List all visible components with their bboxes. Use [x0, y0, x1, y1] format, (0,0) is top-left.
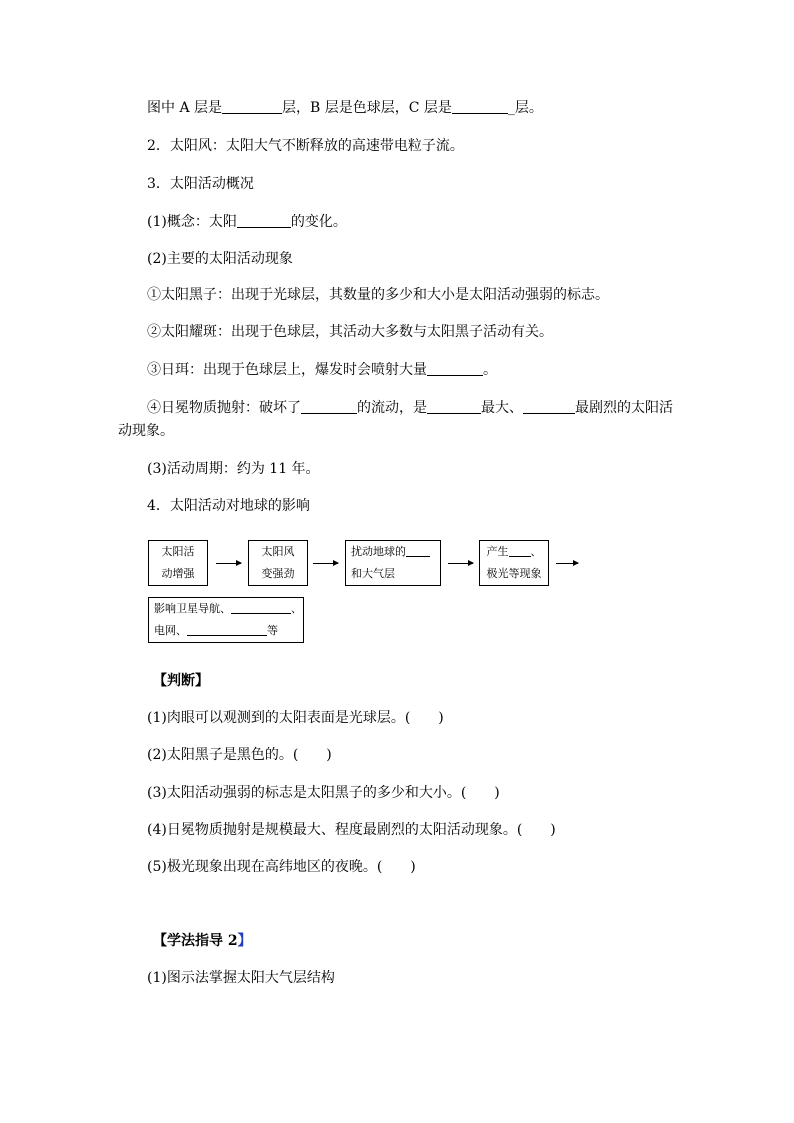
section-4-title: 4．太阳活动对地球的影响: [147, 498, 310, 514]
answer-blank[interactable]: [301, 399, 357, 414]
judge-title: 【判断】: [153, 673, 209, 689]
solar-wind-line: 2．太阳风：太阳大气不断释放的高速带电粒子流。: [147, 138, 464, 154]
box-solar-wind: 太阳风 变强劲: [248, 540, 308, 586]
prominence-line: ③日珥：出现于色球层上，爆发时会喷射大量 。: [147, 362, 497, 378]
arrow-icon: [556, 563, 578, 564]
box-solar-activity: 太阳活 动增强: [148, 540, 208, 586]
box-disturb-earth: 扰动地球的 和大气层: [345, 540, 441, 586]
judge-item: (3)太阳活动强弱的标志是太阳黑子的多少和大小。( ): [147, 785, 500, 801]
judge-item: (2)太阳黑子是黑色的。( ): [147, 747, 332, 763]
answer-blank[interactable]: [231, 601, 291, 614]
layer-question: 图中 A 层是 层，B 层是色球层，C 层是 _层。: [147, 100, 543, 116]
phenomena-title: (2)主要的太阳活动现象: [147, 251, 293, 267]
judge-item: (1)肉眼可以观测到的太阳表面是光球层。( ): [147, 710, 444, 726]
answer-blank[interactable]: [509, 544, 531, 557]
arrow-icon: [216, 563, 241, 564]
cycle-line: (3)活动周期：约为 11 年。: [147, 461, 320, 477]
answer-blank[interactable]: [452, 99, 508, 114]
section-3-title: 3．太阳活动概况: [147, 176, 254, 192]
sunspot-line: ①太阳黑子：出现于光球层，其数量的多少和大小是太阳活动强弱的标志。: [147, 287, 609, 303]
answer-blank[interactable]: [187, 623, 267, 636]
cme-line: ④日冕物质抛射：破坏了 的流动，是 最大、 最剧烈的太阳活: [147, 400, 673, 416]
concept-line: (1)概念：太阳 的变化。: [147, 214, 347, 230]
guide-item: (1)图示法掌握太阳大气层结构: [147, 970, 335, 986]
box-produce: 产生 、 极光等现象: [479, 540, 549, 586]
judge-item: (5)极光现象出现在高纬地区的夜晚。( ): [147, 859, 416, 875]
arrow-icon: [448, 563, 473, 564]
arrow-icon: [313, 563, 338, 564]
answer-blank[interactable]: [406, 544, 430, 557]
box-impact: 影响卫星导航、 、 电网、 等: [148, 597, 304, 643]
answer-blank[interactable]: [427, 361, 483, 376]
answer-blank[interactable]: [523, 399, 575, 414]
answer-blank[interactable]: [222, 99, 282, 114]
judge-item: (4)日冕物质抛射是规模最大、程度最剧烈的太阳活动现象。( ): [147, 822, 556, 838]
guide-title: 【学法指导 2】: [153, 933, 252, 949]
cme-line-cont: 动现象。: [118, 423, 174, 439]
flare-line: ②太阳耀斑：出现于色球层，其活动大多数与太阳黑子活动有关。: [147, 324, 553, 340]
answer-blank[interactable]: [237, 213, 291, 228]
answer-blank[interactable]: [427, 399, 481, 414]
